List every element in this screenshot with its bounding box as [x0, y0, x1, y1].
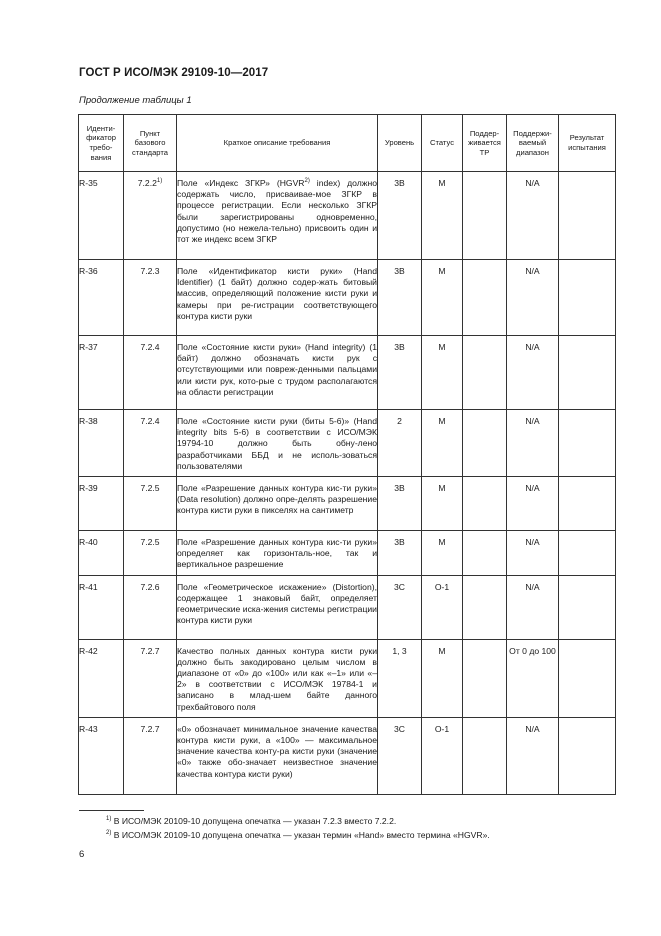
col-header-range: Поддержи-ваемый диапазон [507, 115, 559, 172]
cell-tp [463, 172, 507, 260]
table-row [79, 410, 616, 477]
cell-tp [463, 410, 507, 477]
cell-tp [463, 575, 507, 639]
col-header-id: Иденти-фикатор требо-вания [79, 115, 124, 172]
desc-text: index) должно содержать число, присваивае-мое ЗГКР в процессе регистрации. Если несколько ЗГКР были зарегистрированы одновременно, допустимо (но нежела-тельно) присвоить один и тот же индекс всем ЗГКР [177, 178, 377, 245]
cell-status: O-1 [422, 575, 463, 639]
cell-id: R-43 [79, 717, 124, 794]
col-header-status: Статус [422, 115, 463, 172]
table-row [79, 477, 616, 531]
col-header-result: Результат испытания [559, 115, 616, 172]
cell-point: 7.2.7 [124, 717, 177, 794]
cell-id: R-35 [79, 172, 124, 260]
cell-desc: Качество полных данных контура кисти руки должно быть закодировано целым числом в диапазоне от «0» до «100» или как «–1» или «–2» в соответствии с ИСО/МЭК 19784-1 и записано в млад-шем байте данного трехбайтового поля [177, 639, 378, 717]
cell-result [559, 477, 616, 531]
cell-point: 7.2.5 [124, 477, 177, 531]
cell-level: 3B [378, 172, 422, 260]
cell-result [559, 410, 616, 477]
cell-result [559, 336, 616, 410]
table-row [79, 717, 616, 794]
cell-id: R-38 [79, 410, 124, 477]
cell-status: M [422, 477, 463, 531]
cell-point: 7.2.4 [124, 336, 177, 410]
requirements-table [78, 114, 616, 795]
cell-range: N/A [507, 717, 559, 794]
cell-tp [463, 639, 507, 717]
cell-status: M [422, 639, 463, 717]
desc-text: Поле «Индекс ЗГКР» (HGVR [177, 178, 305, 188]
cell-result [559, 531, 616, 576]
cell-desc: Поле «Идентификатор кисти руки» (Hand Identifier) (1 байт) должно содер-жать битовый массив, определяющий положение кисти руки и камеры при ре-гистрации соответствующего контура кисти руки [177, 260, 378, 336]
footnote-ref: 2) [304, 178, 310, 185]
cell-status: O-1 [422, 717, 463, 794]
cell-desc: «0» обозначает минимальное значение качества контура кисти руки, а «100» — максимальное значение качества конту-ра кисти руки (значение «0» также обо-значает неизвестное значение качества контура кисти руки) [177, 717, 378, 794]
cell-level: 1, 3 [378, 639, 422, 717]
cell-point: 7.2.6 [124, 575, 177, 639]
footnote-mark: 1) [106, 816, 112, 823]
cell-level: 3B [378, 477, 422, 531]
cell-range: N/A [507, 336, 559, 410]
cell-range: N/A [507, 531, 559, 576]
table-row [79, 575, 616, 639]
cell-level: 2 [378, 410, 422, 477]
table-row [79, 172, 616, 260]
cell-range: N/A [507, 172, 559, 260]
cell-tp [463, 531, 507, 576]
cell-status: M [422, 260, 463, 336]
cell-range: N/A [507, 575, 559, 639]
cell-level: 3B [378, 336, 422, 410]
cell-id: R-39 [79, 477, 124, 531]
cell-desc: Поле «Геометрическое искажение» (Distortion), содержащее 1 знаковый байт, определяет геометрические иска-жения системы регистрации контура кисти руки [177, 575, 378, 639]
footnote-text: В ИСО/МЭК 20109-10 допущена опечатка — указан 7.2.3 вместо 7.2.2. [111, 816, 397, 826]
footnote-mark: 2) [106, 830, 112, 837]
cell-level: 3B [378, 531, 422, 576]
cell-result [559, 639, 616, 717]
col-header-point: Пункт базового стандарта [124, 115, 177, 172]
point-text: 7.2.2 [137, 178, 157, 188]
cell-id: R-41 [79, 575, 124, 639]
table-row [79, 260, 616, 336]
table-row [79, 336, 616, 410]
table-row [79, 531, 616, 576]
cell-point: 7.2.7 [124, 639, 177, 717]
cell-point: 7.2.4 [124, 410, 177, 477]
cell-desc: Поле «Разрешение данных контура кис-ти руки» (Data resolution) должно опре-делять разрешение контура кисти руки в пикселях на сантиметр [177, 477, 378, 531]
page-number: 6 [79, 849, 85, 860]
cell-range: N/A [507, 260, 559, 336]
cell-range: От 0 до 100 [507, 639, 559, 717]
footnote-ref: 1) [156, 178, 163, 185]
cell-status: M [422, 410, 463, 477]
cell-id: R-36 [79, 260, 124, 336]
footnote-1 [106, 816, 396, 826]
table-caption: Продолжение таблицы 1 [79, 95, 192, 106]
cell-tp [463, 717, 507, 794]
cell-status: M [422, 172, 463, 260]
cell-id: R-37 [79, 336, 124, 410]
cell-desc: Поле «Состояние кисти руки (биты 5-6)» (Hand integrity bits 5-6) в соответствии с ИСО/МЭК 19794-10 должно быть обну-лено разработчиками ББД и не исполь-зоваться пользователями [177, 410, 378, 477]
cell-id: R-42 [79, 639, 124, 717]
document-header: ГОСТ Р ИСО/МЭК 29109-10—2017 [79, 67, 269, 79]
cell-point: 7.2.3 [124, 260, 177, 336]
footnote-text: В ИСО/МЭК 20109-10 допущена опечатка — указан термин «Hand» вместо термина «HGVR». [111, 830, 490, 840]
col-header-tp: Поддер-живается ТР [463, 115, 507, 172]
cell-result [559, 717, 616, 794]
col-header-level: Уровень [378, 115, 422, 172]
cell-tp [463, 260, 507, 336]
footnote-2 [106, 830, 490, 840]
cell-desc: Поле «Разрешение данных контура кис-ти руки» определяет как горизонталь-ное, так и вертикальное разрешение [177, 531, 378, 576]
col-header-desc: Краткое описание требования [177, 115, 378, 172]
cell-result [559, 172, 616, 260]
cell-status: M [422, 336, 463, 410]
cell-result [559, 575, 616, 639]
cell-id: R-40 [79, 531, 124, 576]
cell-point [124, 172, 177, 260]
cell-level: 3C [378, 717, 422, 794]
cell-level: 3B [378, 260, 422, 336]
cell-status: M [422, 531, 463, 576]
cell-desc: Поле «Состояние кисти руки» (Hand integrity) (1 байт) должно обозначать кисти рук с отсутствующими или повреж-денными пальцами или кисти рук, кото-рые с трудом располагаются на области регистрации [177, 336, 378, 410]
cell-desc [177, 172, 378, 260]
cell-tp [463, 477, 507, 531]
cell-level: 3C [378, 575, 422, 639]
cell-tp [463, 336, 507, 410]
cell-point: 7.2.5 [124, 531, 177, 576]
cell-range: N/A [507, 477, 559, 531]
table-header-row [79, 115, 616, 172]
cell-result [559, 260, 616, 336]
table-row [79, 639, 616, 717]
cell-range: N/A [507, 410, 559, 477]
footnote-divider [79, 810, 144, 811]
